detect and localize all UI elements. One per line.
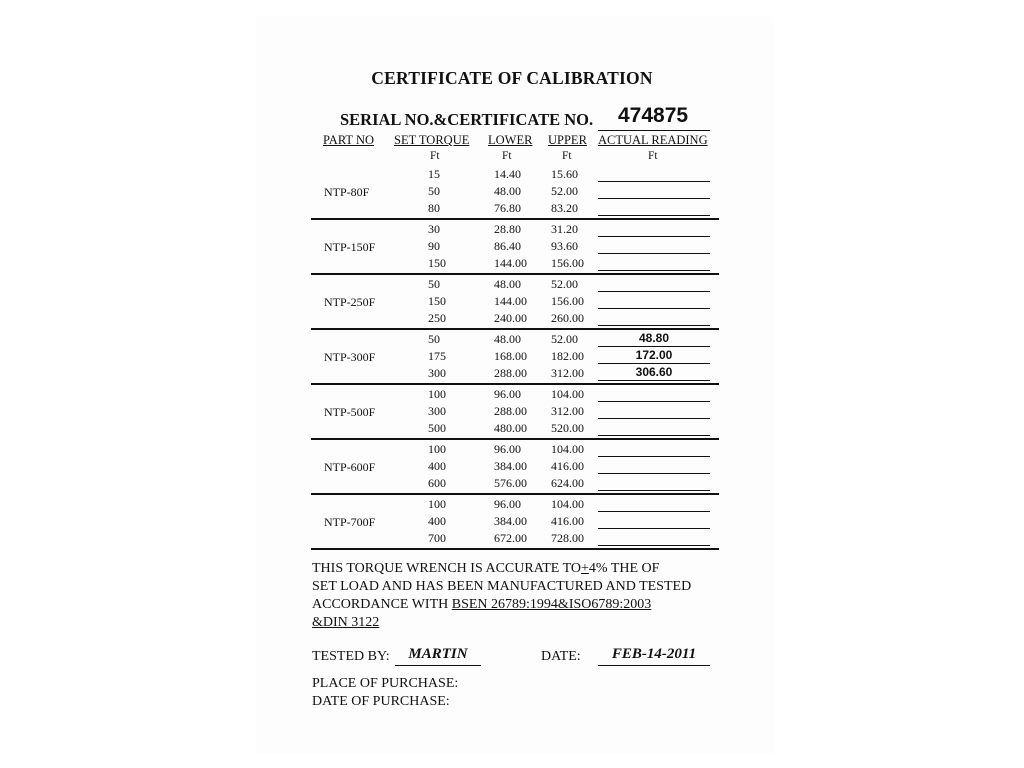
upper-limit: 156.00 (551, 294, 584, 308)
actual-reading-field[interactable] (598, 292, 710, 309)
test-date: FEB-14-2011 (598, 645, 710, 666)
actual-reading-field[interactable] (598, 182, 710, 199)
unit-lower: Ft (502, 150, 512, 162)
upper-limit: 104.00 (551, 497, 584, 511)
actual-reading-field[interactable]: 172.00 (598, 347, 710, 364)
group-separator (311, 548, 719, 550)
upper-limit: 52.00 (551, 332, 578, 346)
lower-limit: 288.00 (494, 404, 527, 418)
set-torque: 600 (428, 476, 446, 490)
statement-line-1: THIS TORQUE WRENCH IS ACCURATE TO+4% THE OF (312, 561, 660, 576)
header-lower: LOWER (488, 133, 533, 147)
set-torque: 50 (428, 184, 440, 198)
header-upper: UPPER (548, 133, 587, 147)
set-torque: 100 (428, 442, 446, 456)
actual-reading-field[interactable]: 306.60 (598, 364, 710, 381)
lower-limit: 168.00 (494, 349, 527, 363)
upper-limit: 52.00 (551, 277, 578, 291)
part-no: NTP-300F (324, 350, 376, 364)
tested-by-label: TESTED BY: (312, 649, 390, 664)
upper-limit: 312.00 (551, 366, 584, 380)
statement-line-4: &DIN 3122 (312, 615, 380, 630)
accuracy-statement (312, 560, 722, 632)
lower-limit: 288.00 (494, 366, 527, 380)
upper-limit: 93.60 (551, 239, 578, 253)
upper-limit: 260.00 (551, 311, 584, 325)
set-torque: 400 (428, 514, 446, 528)
set-torque: 400 (428, 459, 446, 473)
lower-limit: 240.00 (494, 311, 527, 325)
set-torque: 300 (428, 366, 446, 380)
set-torque: 150 (428, 256, 446, 270)
lower-limit: 48.00 (494, 184, 521, 198)
lower-limit: 96.00 (494, 497, 521, 511)
part-no: NTP-150F (324, 240, 376, 254)
upper-limit: 624.00 (551, 476, 584, 490)
part-no: NTP-500F (324, 405, 376, 419)
actual-reading-field[interactable] (598, 402, 710, 419)
set-torque: 90 (428, 239, 440, 253)
actual-reading-field[interactable] (598, 385, 710, 402)
set-torque: 100 (428, 387, 446, 401)
part-no: NTP-700F (324, 515, 376, 529)
actual-reading-field[interactable] (598, 529, 710, 546)
date-label: DATE: (541, 649, 581, 664)
lower-limit: 14.40 (494, 167, 521, 181)
unit-upper: Ft (562, 150, 572, 162)
upper-limit: 156.00 (551, 256, 584, 270)
certificate-title: CERTIFICATE OF CALIBRATION (371, 68, 653, 88)
lower-limit: 384.00 (494, 459, 527, 473)
date-of-purchase-label: DATE OF PURCHASE: (312, 694, 450, 709)
header-actual-reading: ACTUAL READING (598, 133, 708, 147)
actual-reading-field[interactable] (598, 275, 710, 292)
lower-limit: 144.00 (494, 294, 527, 308)
upper-limit: 182.00 (551, 349, 584, 363)
actual-reading-field[interactable] (598, 440, 710, 457)
lower-limit: 672.00 (494, 531, 527, 545)
set-torque: 175 (428, 349, 446, 363)
set-torque: 80 (428, 201, 440, 215)
part-no: NTP-250F (324, 295, 376, 309)
actual-reading-field[interactable] (598, 309, 710, 326)
upper-limit: 31.20 (551, 222, 578, 236)
actual-reading-field[interactable] (598, 474, 710, 491)
actual-reading-field[interactable] (598, 512, 710, 529)
set-torque: 250 (428, 311, 446, 325)
upper-limit: 83.20 (551, 201, 578, 215)
lower-limit: 86.40 (494, 239, 521, 253)
upper-limit: 416.00 (551, 459, 584, 473)
serial-label: SERIAL NO.&CERTIFICATE NO. (340, 110, 594, 129)
set-torque: 700 (428, 531, 446, 545)
actual-reading-field[interactable] (598, 419, 710, 436)
header-set-torque: SET TORQUE (394, 133, 470, 147)
tested-by-signature: MARTIN (395, 645, 481, 666)
lower-limit: 48.00 (494, 332, 521, 346)
part-no: NTP-600F (324, 460, 376, 474)
unit-set-torque: Ft (430, 150, 440, 162)
set-torque: 30 (428, 222, 440, 236)
header-top-rule (598, 130, 710, 131)
lower-limit: 576.00 (494, 476, 527, 490)
statement-line-3: ACCORDANCE WITH BSEN 26789:1994&ISO6789:2003 (312, 597, 652, 612)
actual-reading-field[interactable] (598, 199, 710, 216)
lower-limit: 28.80 (494, 222, 521, 236)
upper-limit: 312.00 (551, 404, 584, 418)
lower-limit: 76.80 (494, 201, 521, 215)
lower-limit: 96.00 (494, 387, 521, 401)
actual-reading-field[interactable]: 48.80 (598, 330, 710, 347)
header-part-no: PART NO (323, 133, 375, 147)
place-of-purchase-label: PLACE OF PURCHASE: (312, 676, 459, 691)
lower-limit: 48.00 (494, 277, 521, 291)
actual-reading-field[interactable] (598, 495, 710, 512)
actual-reading-field[interactable] (598, 220, 710, 237)
lower-limit: 96.00 (494, 442, 521, 456)
set-torque: 50 (428, 332, 440, 346)
set-torque: 300 (428, 404, 446, 418)
lower-limit: 384.00 (494, 514, 527, 528)
actual-reading-field[interactable] (598, 457, 710, 474)
lower-limit: 144.00 (494, 256, 527, 270)
set-torque: 100 (428, 497, 446, 511)
unit-actual-reading: Ft (648, 150, 658, 162)
lower-limit: 480.00 (494, 421, 527, 435)
upper-limit: 104.00 (551, 442, 584, 456)
upper-limit: 52.00 (551, 184, 578, 198)
actual-reading-field[interactable] (598, 237, 710, 254)
upper-limit: 416.00 (551, 514, 584, 528)
part-no: NTP-80F (324, 185, 370, 199)
upper-limit: 104.00 (551, 387, 584, 401)
set-torque: 50 (428, 277, 440, 291)
statement-line-2: SET LOAD AND HAS BEEN MANUFACTURED AND TESTED (312, 579, 692, 594)
serial-number: 474875 (618, 104, 689, 127)
set-torque: 500 (428, 421, 446, 435)
upper-limit: 520.00 (551, 421, 584, 435)
set-torque: 15 (428, 167, 440, 181)
actual-reading-field[interactable] (598, 254, 710, 271)
upper-limit: 15.60 (551, 167, 578, 181)
upper-limit: 728.00 (551, 531, 584, 545)
set-torque: 150 (428, 294, 446, 308)
actual-reading-field[interactable] (598, 165, 710, 182)
